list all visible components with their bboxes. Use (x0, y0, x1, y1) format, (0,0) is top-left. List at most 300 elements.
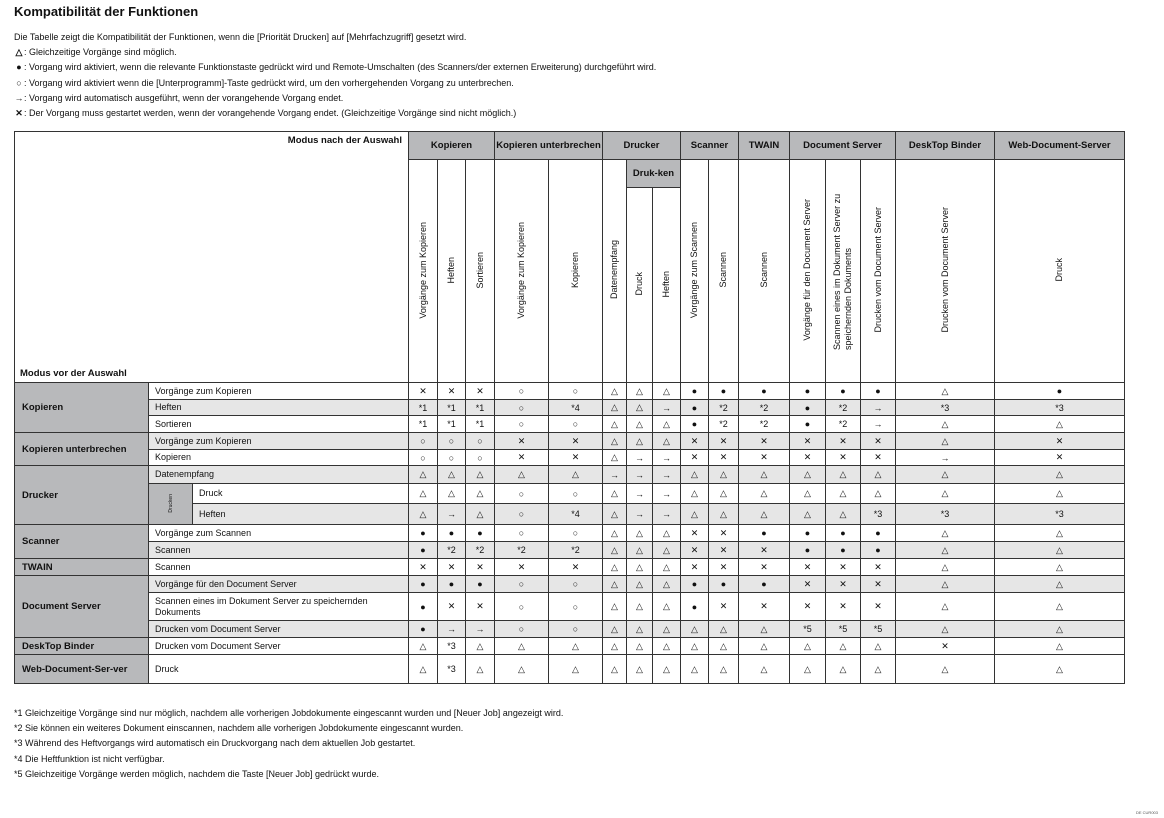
triangle-icon: △ (896, 416, 995, 433)
triangle-icon: △ (653, 655, 681, 684)
open-circle-icon: ○ (495, 400, 549, 416)
col-header: Druck (627, 188, 653, 383)
triangle-icon: △ (466, 484, 495, 504)
filled-circle-icon: ● (861, 525, 896, 542)
table-row (15, 484, 1125, 504)
triangle-icon: △ (466, 638, 495, 655)
footnote-ref: *4 (549, 504, 603, 525)
triangle-icon: △ (826, 466, 861, 484)
cross-icon: ✕ (790, 593, 826, 621)
legend-item (14, 91, 656, 106)
triangle-icon: △ (709, 621, 739, 638)
table-row (15, 621, 1125, 638)
triangle-icon: △ (995, 559, 1125, 576)
triangle-icon: △ (790, 638, 826, 655)
legend-item (14, 76, 656, 91)
col-group-kopieren-unterbrechen: Kopieren unterbrechen (495, 132, 603, 160)
cross-icon: ✕ (826, 450, 861, 466)
triangle-icon: △ (603, 484, 627, 504)
footnote-ref: *2 (495, 542, 549, 559)
triangle-icon: △ (739, 466, 790, 484)
triangle-icon: △ (995, 484, 1125, 504)
cross-icon: ✕ (549, 433, 603, 450)
filled-circle-icon: ● (409, 576, 438, 593)
arrow-right-icon: → (627, 484, 653, 504)
arrow-right-icon: → (653, 400, 681, 416)
triangle-icon: △ (627, 576, 653, 593)
triangle-icon: △ (627, 525, 653, 542)
open-circle-icon: ○ (16, 77, 22, 88)
open-circle-icon: ○ (549, 484, 603, 504)
filled-circle-icon: ● (409, 542, 438, 559)
col-header: Scannen (739, 160, 790, 383)
footnote: *2 Sie können ein weiteres Dokument einscannen, nachdem alle vorherigen Jobdokumente eingescannt wurden. (14, 723, 464, 734)
legend-text: : Gleichzeitige Vorgänge sind möglich. (24, 47, 177, 58)
intro-text: Die Tabelle zeigt die Kompatibilität der Funktionen, wenn die [Priorität Drucken] auf [Mehrfachzugriff] gesetzt wird. (14, 32, 467, 42)
triangle-icon: △ (826, 484, 861, 504)
triangle-icon: △ (627, 383, 653, 400)
filled-circle-icon: ● (438, 525, 466, 542)
triangle-icon: △ (896, 559, 995, 576)
triangle-icon: △ (603, 638, 627, 655)
footnote: *1 Gleichzeitige Vorgänge sind nur möglich, nachdem alle vorherigen Jobdokumente eingescannt wurden und [Neuer Job] angezeigt wird. (14, 708, 564, 718)
open-circle-icon: ○ (549, 593, 603, 621)
filled-circle-icon: ● (681, 576, 709, 593)
triangle-icon: △ (995, 466, 1125, 484)
row-label: Scannen (149, 542, 409, 559)
open-circle-icon: ○ (438, 433, 466, 450)
row-label: Scannen eines im Dokument Server zu speichernden Dokuments (149, 593, 409, 621)
triangle-icon: △ (653, 559, 681, 576)
triangle-icon: △ (790, 504, 826, 525)
cross-icon: ✕ (681, 559, 709, 576)
footnotes (14, 706, 563, 782)
open-circle-icon: ○ (549, 416, 603, 433)
triangle-icon: △ (826, 504, 861, 525)
triangle-icon: △ (709, 466, 739, 484)
triangle-icon: △ (603, 559, 627, 576)
triangle-icon: △ (896, 383, 995, 400)
triangle-icon: △ (627, 621, 653, 638)
footnote: *5 Gleichzeitige Vorgänge werden möglich, nachdem die Taste [Neuer Job] gedrückt wurde. (14, 768, 380, 779)
triangle-icon: △ (495, 638, 549, 655)
triangle-icon: △ (681, 638, 709, 655)
cross-icon: ✕ (739, 542, 790, 559)
open-circle-icon: ○ (409, 450, 438, 466)
filled-circle-icon: ● (438, 576, 466, 593)
filled-circle-icon: ● (790, 400, 826, 416)
filled-circle-icon: ● (409, 525, 438, 542)
triangle-icon: △ (995, 576, 1125, 593)
col-header: Heften (438, 160, 466, 383)
triangle-icon: △ (627, 400, 653, 416)
arrow-right-icon: → (896, 450, 995, 466)
open-circle-icon: ○ (466, 450, 495, 466)
triangle-icon: △ (603, 504, 627, 525)
table-row (15, 525, 1125, 542)
open-circle-icon: ○ (438, 450, 466, 466)
table-row (15, 400, 1125, 416)
col-group-desktop-binder: DeskTop Binder (896, 132, 995, 160)
legend-text: : Vorgang wird aktiviert wenn die [Unterprogramm]-Taste gedrückt wird, um den vorhergehenden Vorgang zu unterbrechen. (24, 77, 514, 88)
footnote-ref: *3 (995, 400, 1125, 416)
open-circle-icon: ○ (495, 525, 549, 542)
open-circle-icon: ○ (549, 525, 603, 542)
filled-circle-icon: ● (739, 525, 790, 542)
triangle-icon: △ (627, 559, 653, 576)
row-label: Druck (193, 484, 409, 504)
row-label: Drucken vom Document Server (149, 621, 409, 638)
open-circle-icon: ○ (549, 576, 603, 593)
arrow-right-icon: → (438, 621, 466, 638)
row-label: Datenempfang (149, 466, 409, 484)
arrow-right-icon: → (627, 504, 653, 525)
legend-text: : Vorgang wird automatisch ausgeführt, wenn der vorangehende Vorgang endet. (24, 92, 344, 103)
filled-circle-icon: ● (739, 576, 790, 593)
triangle-icon: △ (603, 416, 627, 433)
row-group-label: Kopieren unterbrechen (15, 433, 149, 466)
col-group-web-document-server: Web-Document-Server (995, 132, 1125, 160)
footnote-ref: *5 (861, 621, 896, 638)
triangle-icon: △ (549, 466, 603, 484)
table-row (15, 433, 1125, 450)
footnote-ref: *3 (861, 504, 896, 525)
row-label: Drucken vom Document Server (149, 638, 409, 655)
col-header: Datenempfang (603, 160, 627, 383)
footnote-ref: *1 (466, 400, 495, 416)
figure-code: DE CUR003 (1135, 810, 1158, 815)
filled-circle-icon: ● (681, 593, 709, 621)
triangle-icon: △ (603, 525, 627, 542)
triangle-icon: △ (739, 655, 790, 684)
triangle-icon: △ (603, 621, 627, 638)
filled-circle-icon: ● (409, 621, 438, 638)
cross-icon: ✕ (861, 433, 896, 450)
triangle-icon: △ (466, 504, 495, 525)
footnote-ref: *5 (826, 621, 861, 638)
row-group-label: Document Server (15, 576, 149, 638)
triangle-icon: △ (739, 638, 790, 655)
triangle-icon: △ (739, 504, 790, 525)
open-circle-icon: ○ (409, 433, 438, 450)
table-row (15, 416, 1125, 433)
col-header: Heften (653, 188, 681, 383)
triangle-icon: △ (627, 416, 653, 433)
triangle-icon: △ (603, 400, 627, 416)
triangle-icon: △ (861, 466, 896, 484)
triangle-icon: △ (861, 655, 896, 684)
triangle-icon: △ (681, 655, 709, 684)
triangle-icon: △ (409, 638, 438, 655)
cross-icon: ✕ (826, 559, 861, 576)
cross-icon: ✕ (466, 559, 495, 576)
triangle-icon: △ (739, 484, 790, 504)
open-circle-icon: ○ (549, 383, 603, 400)
col-group-scanner: Scanner (681, 132, 739, 160)
footnote: *4 Die Heftfunktion ist nicht verfügbar. (14, 753, 165, 764)
row-label: Kopieren (149, 450, 409, 466)
col-header: Drucken vom Document Server (861, 160, 896, 383)
cross-icon: ✕ (861, 593, 896, 621)
footnote: *3 Während des Heftvorgangs wird automatisch ein Druckvorgang nach dem aktuellen Job gestartet. (14, 738, 416, 749)
triangle-icon: △ (653, 621, 681, 638)
footnote-ref: *2 (466, 542, 495, 559)
row-group-label: Drucker (15, 466, 149, 525)
triangle-icon: △ (603, 655, 627, 684)
table-row (15, 542, 1125, 559)
triangle-icon: △ (653, 576, 681, 593)
arrow-right-icon: → (653, 504, 681, 525)
triangle-icon: △ (627, 593, 653, 621)
triangle-icon: △ (409, 466, 438, 484)
cross-icon: ✕ (995, 433, 1125, 450)
row-label: Vorgänge für den Document Server (149, 576, 409, 593)
footnote-ref: *3 (438, 638, 466, 655)
col-header: Drucken vom Document Server (896, 160, 995, 383)
col-header: Sortieren (466, 160, 495, 383)
table-row (15, 655, 1125, 684)
col-group-twain: TWAIN (739, 132, 790, 160)
table-row (15, 383, 1125, 400)
footnote-ref: *1 (409, 400, 438, 416)
triangle-icon: △ (861, 638, 896, 655)
cross-icon: ✕ (15, 108, 23, 119)
footnote-ref: *2 (826, 400, 861, 416)
triangle-icon: △ (896, 433, 995, 450)
cross-icon: ✕ (739, 559, 790, 576)
triangle-icon: △ (409, 484, 438, 504)
triangle-icon: △ (653, 383, 681, 400)
cross-icon: ✕ (495, 450, 549, 466)
footnote-ref: *2 (709, 416, 739, 433)
table-row (15, 638, 1125, 655)
triangle-icon: △ (653, 593, 681, 621)
cross-icon: ✕ (896, 638, 995, 655)
arrow-right-icon: → (627, 450, 653, 466)
footnote-ref: *3 (896, 504, 995, 525)
footnote-ref: *3 (995, 504, 1125, 525)
cross-icon: ✕ (790, 576, 826, 593)
table-body (15, 383, 1125, 684)
filled-circle-icon: ● (681, 416, 709, 433)
footnote-ref: *1 (409, 416, 438, 433)
filled-circle-icon: ● (790, 542, 826, 559)
col-header: Scannen eines im Dokument Server zu speichernden Dokuments (826, 160, 861, 383)
cross-icon: ✕ (681, 450, 709, 466)
footnote-ref: *2 (709, 400, 739, 416)
triangle-icon: △ (627, 638, 653, 655)
cross-icon: ✕ (826, 593, 861, 621)
triangle-icon: △ (896, 542, 995, 559)
triangle-icon: △ (790, 655, 826, 684)
triangle-icon: △ (995, 542, 1125, 559)
triangle-icon: △ (790, 466, 826, 484)
open-circle-icon: ○ (495, 621, 549, 638)
triangle-icon: △ (466, 655, 495, 684)
cross-icon: ✕ (709, 542, 739, 559)
cross-icon: ✕ (826, 433, 861, 450)
row-label: Vorgänge zum Scannen (149, 525, 409, 542)
cross-icon: ✕ (739, 433, 790, 450)
col-header: Druck (995, 160, 1125, 383)
arrow-right-icon: → (653, 450, 681, 466)
page-title: Kompatibilität der Funktionen (14, 4, 199, 19)
cross-icon: ✕ (790, 433, 826, 450)
cross-icon: ✕ (861, 576, 896, 593)
cross-icon: ✕ (739, 593, 790, 621)
filled-circle-icon: ● (16, 62, 22, 73)
triangle-icon: △ (438, 466, 466, 484)
col-group-kopieren: Kopieren (409, 132, 495, 160)
footnote-ref: *1 (466, 416, 495, 433)
col-header: Kopieren (549, 160, 603, 383)
cross-icon: ✕ (409, 383, 438, 400)
legend-item (14, 106, 656, 121)
open-circle-icon: ○ (495, 416, 549, 433)
triangle-icon: △ (995, 621, 1125, 638)
col-header: Vorgänge zum Scannen (681, 160, 709, 383)
legend-item (14, 45, 656, 60)
triangle-icon: △ (995, 655, 1125, 684)
table-row (15, 466, 1125, 484)
triangle-icon: △ (861, 484, 896, 504)
row-group-label: Scanner (15, 525, 149, 559)
intro-block (14, 30, 656, 121)
open-circle-icon: ○ (495, 504, 549, 525)
row-label: Heften (149, 400, 409, 416)
triangle-icon: △ (896, 621, 995, 638)
triangle-icon: △ (438, 484, 466, 504)
cross-icon: ✕ (790, 559, 826, 576)
triangle-icon: △ (495, 466, 549, 484)
row-group-label: DeskTop Binder (15, 638, 149, 655)
footnote-ref: *2 (739, 400, 790, 416)
corner-label-after: Modus nach der Auswahl (287, 135, 402, 146)
cross-icon: ✕ (466, 593, 495, 621)
open-circle-icon: ○ (549, 621, 603, 638)
row-group-label: TWAIN (15, 559, 149, 576)
arrow-right-icon: → (653, 466, 681, 484)
triangle-icon: △ (627, 655, 653, 684)
table-corner (15, 132, 409, 383)
triangle-icon: △ (896, 655, 995, 684)
cross-icon: ✕ (861, 450, 896, 466)
triangle-icon: △ (603, 433, 627, 450)
footnote-ref: *4 (549, 400, 603, 416)
triangle-icon: △ (627, 433, 653, 450)
col-header: Vorgänge zum Kopieren (495, 160, 549, 383)
cross-icon: ✕ (495, 433, 549, 450)
arrow-right-icon: → (861, 400, 896, 416)
cross-icon: ✕ (790, 450, 826, 466)
triangle-icon: △ (681, 466, 709, 484)
footnote-ref: *2 (826, 416, 861, 433)
compatibility-table (14, 131, 1125, 684)
triangle-icon: △ (896, 466, 995, 484)
triangle-icon: △ (653, 433, 681, 450)
triangle-icon: △ (896, 576, 995, 593)
cross-icon: ✕ (709, 525, 739, 542)
row-group-label: Web-Document-Ser-ver (15, 655, 149, 684)
cross-icon: ✕ (466, 383, 495, 400)
footnote-ref: *2 (438, 542, 466, 559)
footnote-ref: *2 (549, 542, 603, 559)
arrow-right-icon: → (653, 484, 681, 504)
filled-circle-icon: ● (709, 383, 739, 400)
legend-text: : Der Vorgang muss gestartet werden, wenn der vorangehende Vorgang endet. (Gleichzeitige Vorgänge sind nicht möglich.) (24, 108, 517, 119)
triangle-icon: △ (709, 638, 739, 655)
open-circle-icon: ○ (495, 484, 549, 504)
triangle-icon: △ (409, 655, 438, 684)
triangle-icon: △ (603, 383, 627, 400)
legend-text: : Vorgang wird aktiviert, wenn die relevante Funktionstaste gedrückt wird und Remote-Umschalten (des Scanners/der externen Erweiterung) durchgeführt wird. (24, 62, 657, 73)
arrow-right-icon: → (466, 621, 495, 638)
cross-icon: ✕ (709, 593, 739, 621)
triangle-icon: △ (739, 621, 790, 638)
cross-icon: ✕ (681, 525, 709, 542)
cross-icon: ✕ (826, 576, 861, 593)
footnote-ref: *1 (438, 400, 466, 416)
filled-circle-icon: ● (681, 383, 709, 400)
table-row (15, 576, 1125, 593)
filled-circle-icon: ● (995, 383, 1125, 400)
col-group-document-server: Document Server (790, 132, 896, 160)
filled-circle-icon: ● (861, 383, 896, 400)
triangle-icon: △ (627, 542, 653, 559)
table-row (15, 593, 1125, 621)
triangle-icon: △ (995, 416, 1125, 433)
filled-circle-icon: ● (790, 383, 826, 400)
triangle-icon: △ (709, 655, 739, 684)
row-label: Sortieren (149, 416, 409, 433)
col-header: Scannen (709, 160, 739, 383)
cross-icon: ✕ (681, 542, 709, 559)
triangle-icon: △ (826, 655, 861, 684)
cross-icon: ✕ (438, 559, 466, 576)
triangle-icon: △ (896, 525, 995, 542)
cross-icon: ✕ (438, 593, 466, 621)
footnote-ref: *2 (739, 416, 790, 433)
triangle-icon: △ (653, 638, 681, 655)
arrow-right-icon: → (861, 416, 896, 433)
triangle-icon: △ (653, 525, 681, 542)
cross-icon: ✕ (861, 559, 896, 576)
col-header: Vorgänge zum Kopieren (409, 160, 438, 383)
cross-icon: ✕ (549, 450, 603, 466)
triangle-icon: △ (549, 638, 603, 655)
table-row (15, 559, 1125, 576)
row-group-label: Kopieren (15, 383, 149, 433)
filled-circle-icon: ● (826, 383, 861, 400)
triangle-icon: △ (681, 621, 709, 638)
cross-icon: ✕ (709, 559, 739, 576)
row-label: Heften (193, 504, 409, 525)
triangle-icon: △ (495, 655, 549, 684)
corner-label-before: Modus vor der Auswahl (20, 368, 127, 379)
triangle-icon: △ (896, 484, 995, 504)
footnote-ref: *3 (896, 400, 995, 416)
arrow-right-icon: → (14, 92, 24, 103)
triangle-icon: △ (15, 47, 23, 58)
row-label: Scannen (149, 559, 409, 576)
filled-circle-icon: ● (861, 542, 896, 559)
cross-icon: ✕ (995, 450, 1125, 466)
triangle-icon: △ (653, 416, 681, 433)
triangle-icon: △ (603, 576, 627, 593)
open-circle-icon: ○ (495, 593, 549, 621)
triangle-icon: △ (466, 466, 495, 484)
triangle-icon: △ (681, 484, 709, 504)
